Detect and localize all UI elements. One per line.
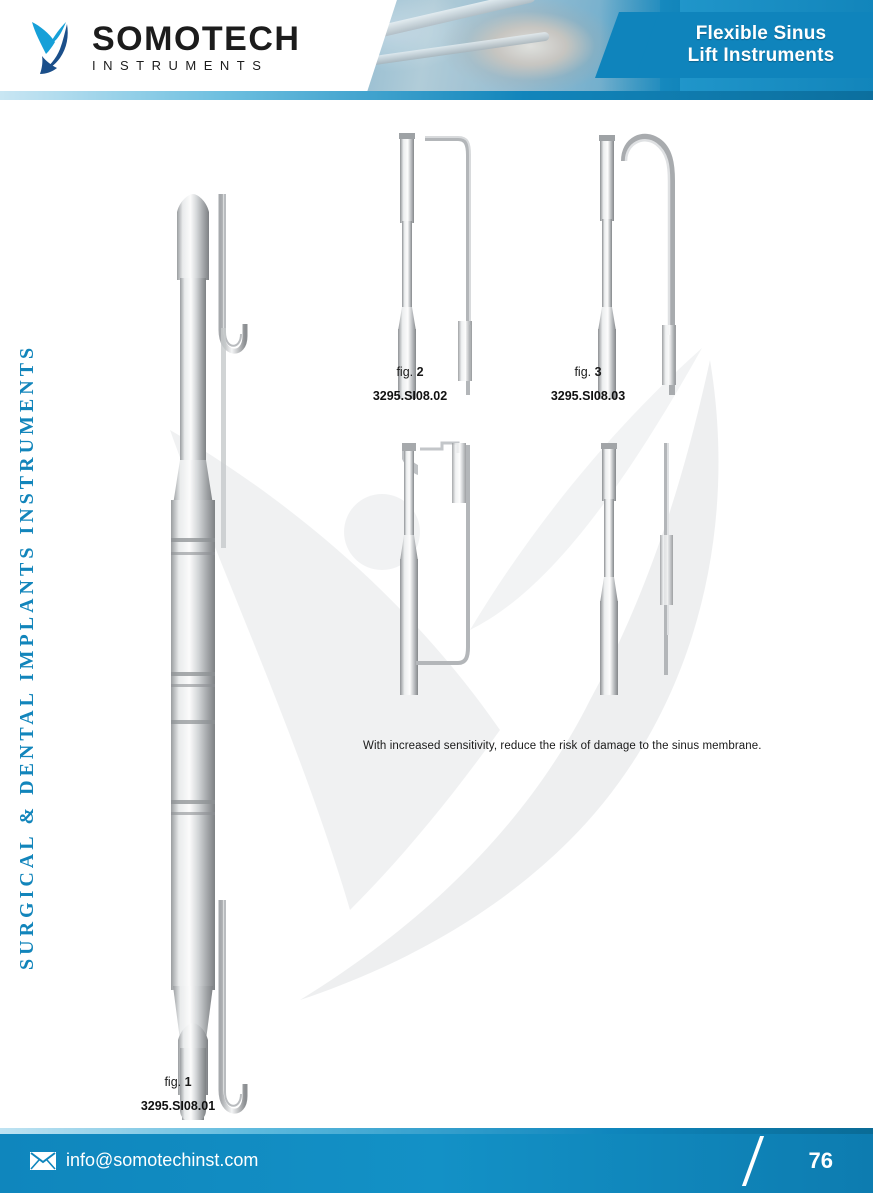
instrument-figure-3 bbox=[578, 125, 708, 405]
header-title-panel bbox=[633, 12, 873, 78]
instrument-figure-1 bbox=[125, 160, 305, 1120]
envelope-icon bbox=[30, 1152, 56, 1170]
instrument-figure-3-detail bbox=[578, 435, 708, 695]
product-code-3: 3295.SI08.03 bbox=[550, 389, 626, 403]
product-code-1: 3295.SI08.01 bbox=[140, 1099, 216, 1113]
header-title-line1: Flexible Sinus bbox=[695, 23, 827, 44]
page-footer bbox=[0, 1128, 873, 1193]
instrument-figure-2 bbox=[380, 125, 510, 405]
page-number: 76 bbox=[808, 1148, 833, 1173]
brand-subtitle: INSTRUMENTS bbox=[92, 57, 269, 73]
figure-label-3: fig. 3 bbox=[574, 365, 602, 379]
page-header bbox=[0, 0, 873, 100]
figure-label-2: fig. 2 bbox=[396, 365, 424, 379]
product-figures-area bbox=[0, 100, 873, 1113]
figure-label-1: fig. 1 bbox=[164, 1075, 192, 1089]
footer-email-block[interactable] bbox=[30, 1150, 258, 1171]
brand-logo bbox=[22, 16, 300, 78]
footer-divider bbox=[742, 1136, 764, 1186]
caption-figure-3 bbox=[508, 365, 668, 403]
instrument-figure-2-detail bbox=[380, 435, 510, 695]
caption-figure-1 bbox=[98, 1075, 258, 1113]
header-bottom-strip bbox=[0, 91, 873, 100]
product-code-2: 3295.SI08.02 bbox=[372, 389, 448, 403]
footer-email-text: info@somotechinst.com bbox=[66, 1150, 259, 1170]
header-title-line2: Lift Instruments bbox=[687, 45, 835, 66]
logo-mark-icon bbox=[22, 16, 84, 78]
caption-figure-2 bbox=[330, 365, 490, 403]
side-vertical-title: SURGICAL & DENTAL IMPLANTS INSTRUMENTS bbox=[16, 343, 38, 970]
footer-top-strip bbox=[0, 1128, 873, 1134]
product-note: With increased sensitivity, reduce the risk of damage to the sinus membrane. bbox=[363, 740, 762, 752]
brand-name: SOMOTECH bbox=[92, 19, 301, 58]
